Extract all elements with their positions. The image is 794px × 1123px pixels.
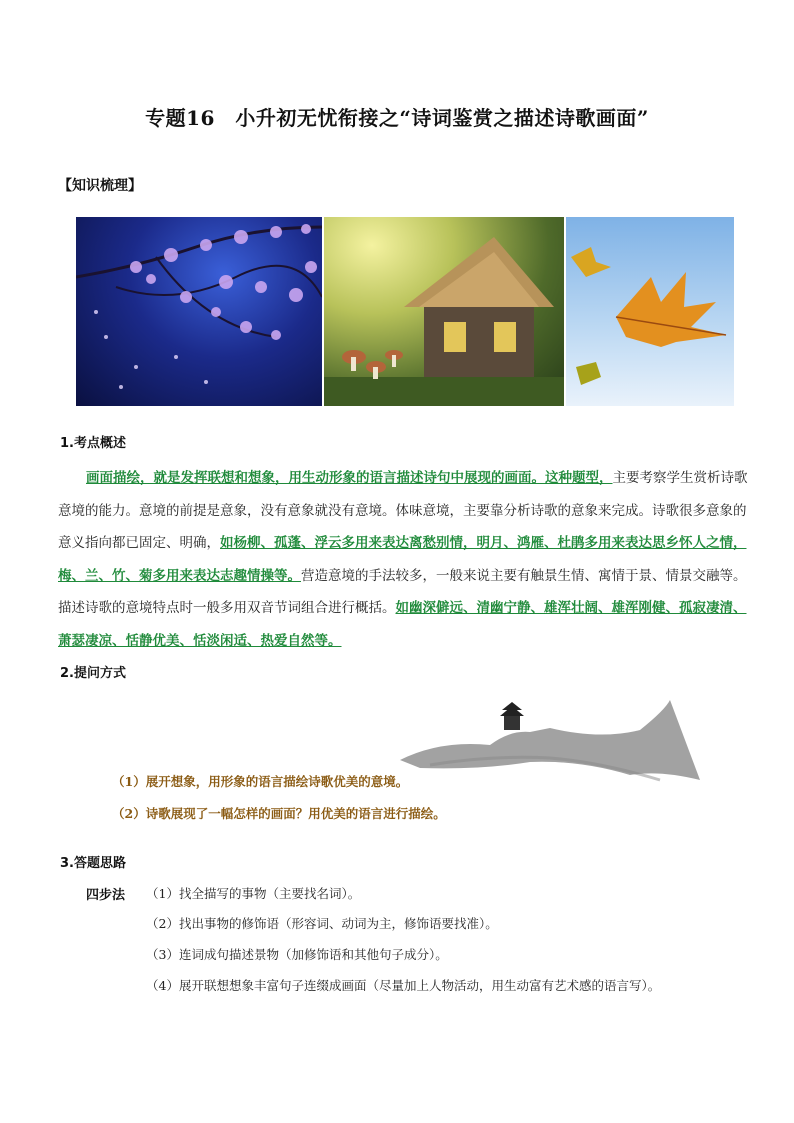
page-title: 专题16 小升初无忧衔接之“诗词鉴赏之描述诗歌画面” <box>145 106 649 130</box>
body-text: 营造意境的手法较多，一般来说主要有触景生情、寓情于景、情景交融等。描述诗歌的意境特点时一般多用双音节词组合进行概括。 <box>58 567 747 616</box>
section-question-heading: 2.提问方式 <box>60 666 126 681</box>
knowledge-heading: 【知识梳理】 <box>58 178 142 194</box>
forest-cottage-image <box>324 217 564 406</box>
maple-leaves-drawing <box>566 217 734 406</box>
illustration-strip <box>76 217 734 406</box>
method-label: 四步法 <box>86 888 126 903</box>
step-1: （1）找全描写的事物（主要找名词）。 <box>146 886 361 901</box>
highlighted-text: 如杨柳、孤蓬、浮云多用来表达离愁别情，明月、鸿雁、杜鹃多用来表达思乡怀人之情，梅、兰、竹、菊多用来表达志趣情操等。 <box>58 535 747 584</box>
cottage-drawing <box>324 217 564 406</box>
step-3: （3）连词成句描述景物（加修饰语和其他句子成分）。 <box>146 947 448 962</box>
highlighted-text: 如幽深僻远、清幽宁静、雄浑壮阔、雄浑刚健、孤寂凄清、萧瑟凄凉、恬静优美、恬淡闲适、热爱自然等。 <box>58 600 747 649</box>
blossom-night-image <box>76 217 322 406</box>
question-1: （1）展开想象，用形象的语言描绘诗歌优美的意境。 <box>112 774 409 789</box>
overview-paragraph <box>58 462 748 657</box>
blossom-branches-drawing <box>76 217 322 406</box>
question-2: （2）诗歌展现了一幅怎样的画面？用优美的语言进行描绘。 <box>112 806 446 821</box>
section-overview-heading: 1.考点概述 <box>60 436 126 451</box>
body-text: 主要考察学生赏析诗歌意境的能力。意境的前提是意象，没有意象就没有意境。体味意境，主要靠分析诗歌的意象来完成。诗歌很多意象的意义指向都已固定、明确， <box>58 470 748 551</box>
step-2: （2）找出事物的修饰语（形容词、动词为主，修饰语要找准）。 <box>146 916 498 931</box>
step-4: （4）展开联想想象丰富句子连缀成画面（尽量加上人物活动，用生动富有艺术感的语言写）。 <box>146 978 661 993</box>
section-approach-heading: 3.答题思路 <box>60 856 126 871</box>
highlighted-text: 画面描绘，就是发挥联想和想象，用生动形象的语言描述诗句中展现的画面。这种题型， <box>86 470 613 486</box>
autumn-leaf-image <box>566 217 734 406</box>
ink-landscape-illustration <box>400 700 720 820</box>
